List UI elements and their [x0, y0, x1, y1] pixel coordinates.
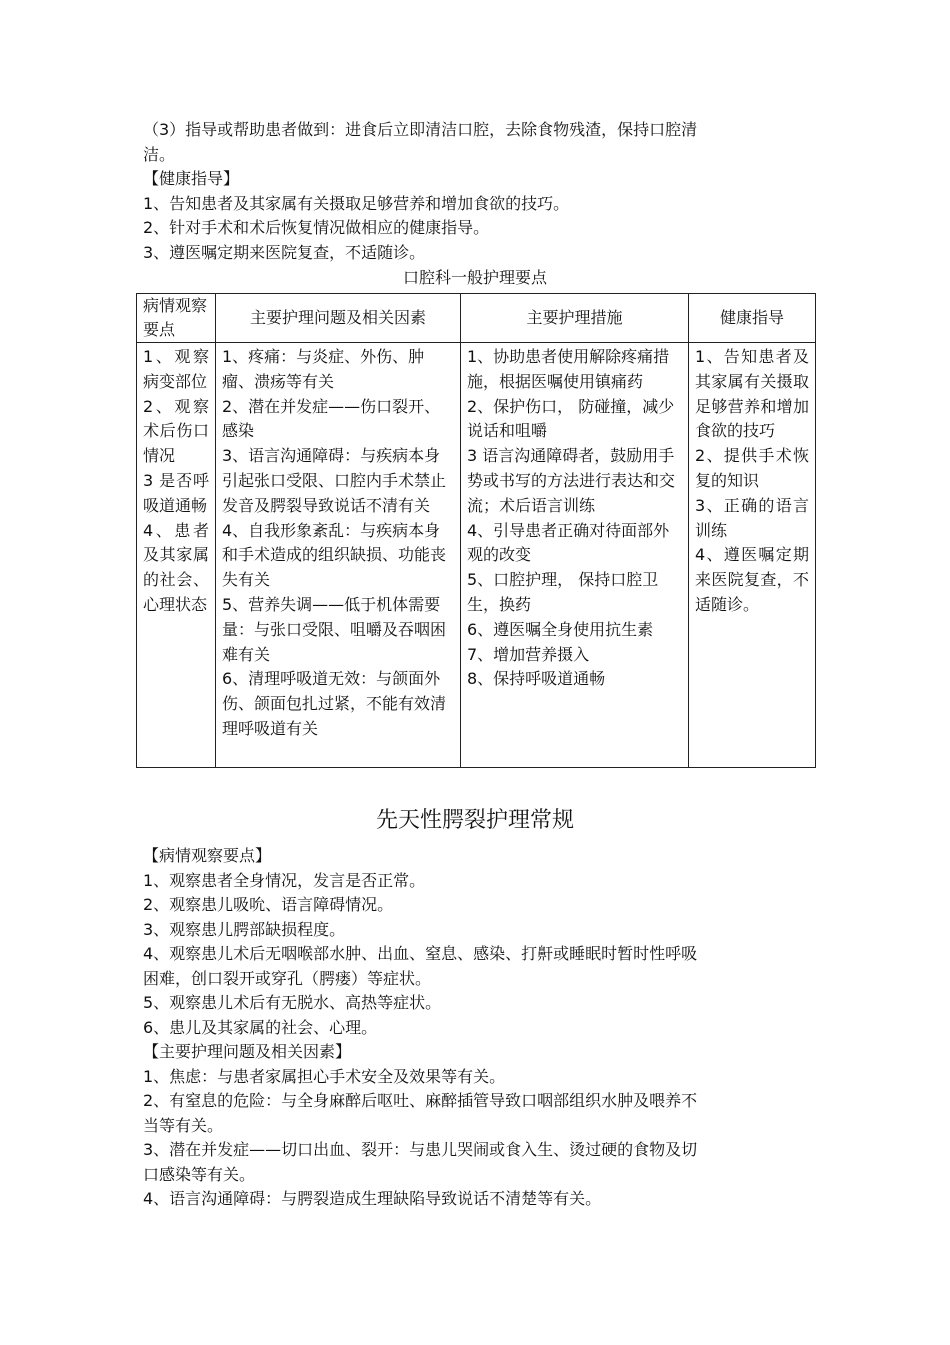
section-title: 先天性腭裂护理常规: [375, 808, 574, 833]
cell-item: 1、疼痛：与炎症、外伤、肿瘤、溃疡等有关: [222, 347, 425, 391]
section-text: [143, 844, 783, 1212]
cell-item: 8、保持呼吸道通畅: [467, 669, 606, 689]
section-line: 4、语言沟通障碍：与腭裂造成生理缺陷导致说话不清楚等有关。: [143, 1189, 602, 1208]
cell-item: 1、协助患者使用解除疼痛措施，根据医嘱使用镇痛药: [467, 347, 670, 391]
section-line: 2、观察患儿吸吮、语言障碍情况。: [143, 895, 394, 914]
cell-item: 6、清理呼吸道无效：与颌面外伤、颌面包扎过紧，不能有效清理呼吸道有关: [222, 669, 447, 738]
cell-item: 3、正确的语言训练: [695, 495, 809, 540]
table-row: [137, 343, 816, 768]
guidance-cell: [689, 343, 816, 768]
cell-item: 3、语言沟通障碍：与疾病本身引起张口受限、口腔内手术禁止发音及腭裂导致说话不清有关: [222, 446, 447, 515]
section-line: 3、观察患儿腭部缺损程度。: [143, 919, 346, 939]
section-line: 口感染等有关。: [143, 1164, 256, 1184]
section-line: 当等有关。: [143, 1115, 224, 1135]
table-header-row: [137, 294, 816, 343]
section-line: 1、焦虑：与患者家属担心手术安全及效果等有关。: [143, 1066, 506, 1086]
intro-line: 2、针对手术和术后恢复情况做相应的健康指导。: [143, 218, 490, 237]
header-problems: 主要护理问题及相关因素: [216, 294, 461, 343]
section-line: 3、潜在并发症——切口出血、裂开：与患儿哭闹或食入生、烫过硬的食物及切: [143, 1140, 698, 1159]
observation-heading: 【病情观察要点】: [143, 846, 272, 865]
cell-item: 6、遵医嘱全身使用抗生素: [467, 619, 654, 639]
intro-line: 3、遵医嘱定期来医院复查，不适随诊。: [143, 242, 426, 262]
cell-item: 5、口腔护理， 保持口腔卫生，换药: [467, 570, 659, 614]
table-caption: 口腔科一般护理要点: [402, 268, 547, 287]
cell-item: 4、遵医嘱定期来医院复查，不适随诊。: [695, 545, 809, 614]
cell-item: 2、提供手术恢复的知识: [695, 446, 809, 490]
problems-cell: [216, 343, 461, 768]
cell-item: 7、增加营养摄入: [467, 644, 590, 664]
cell-item: 4、引导患者正确对待面部外观的改变: [467, 520, 670, 565]
section-line: 困难，创口裂开或穿孔（腭瘘）等症状。: [143, 968, 432, 988]
header-measures: 主要护理措施: [461, 294, 689, 343]
cell-item: 1、观察病变部位: [143, 347, 209, 391]
cell-item: 5、营养失调——低于机体需要量：与张口受限、咀嚼及吞咽困难有关: [222, 594, 447, 664]
section-line: 5、观察患儿术后有无脱水、高热等症状。: [143, 993, 442, 1012]
cell-item: 2、保护伤口， 防碰撞，减少说话和咀嚼: [467, 396, 675, 441]
problems-heading: 【主要护理问题及相关因素】: [143, 1042, 352, 1061]
section-line: 1、观察患者全身情况，发言是否正常。: [143, 870, 426, 890]
cell-item: 4、自我形象紊乱：与疾病本身和手术造成的组织缺损、功能丧失有关: [222, 520, 447, 590]
cell-item: 2、潜在并发症——伤口裂开、感染: [222, 396, 441, 441]
intro-text: [143, 118, 783, 265]
cell-item: 3 语言沟通障碍者，鼓励用手势或书写的方法进行表达和交流；术后语言训练: [467, 446, 676, 515]
cell-item: 3 是否呼吸道通畅: [143, 470, 209, 515]
header-observation: 病情观察要点: [137, 294, 216, 343]
health-guidance-heading: 【健康指导】: [143, 169, 240, 188]
cell-item: 4、患者及其家属的社会、心理状态: [143, 520, 209, 614]
intro-line: （3）指导或帮助患者做到：进食后立即清洁口腔，去除食物残渣，保持口腔清: [143, 120, 698, 139]
observation-cell: [137, 343, 216, 768]
cell-item: 2、观察术后伤口情况: [143, 396, 209, 466]
nursing-points-table: [136, 293, 816, 768]
section-line: 2、有窒息的危险：与全身麻醉后呕吐、麻醉插管导致口咽部组织水肿及喂养不: [143, 1091, 698, 1110]
header-guidance: 健康指导: [689, 294, 816, 343]
cell-item: 1、告知患者及其家属有关摄取足够营养和增加食欲的技巧: [695, 347, 809, 441]
intro-line: 洁。: [143, 144, 176, 164]
section-line: 6、患儿及其家属的社会、心理。: [143, 1017, 378, 1037]
intro-line: 1、告知患者及其家属有关摄取足够营养和增加食欲的技巧。: [143, 193, 570, 213]
measures-cell: [461, 343, 689, 768]
section-line: 4、观察患儿术后无咽喉部水肿、出血、窒息、感染、打鼾或睡眠时暂时性呼吸: [143, 944, 698, 963]
